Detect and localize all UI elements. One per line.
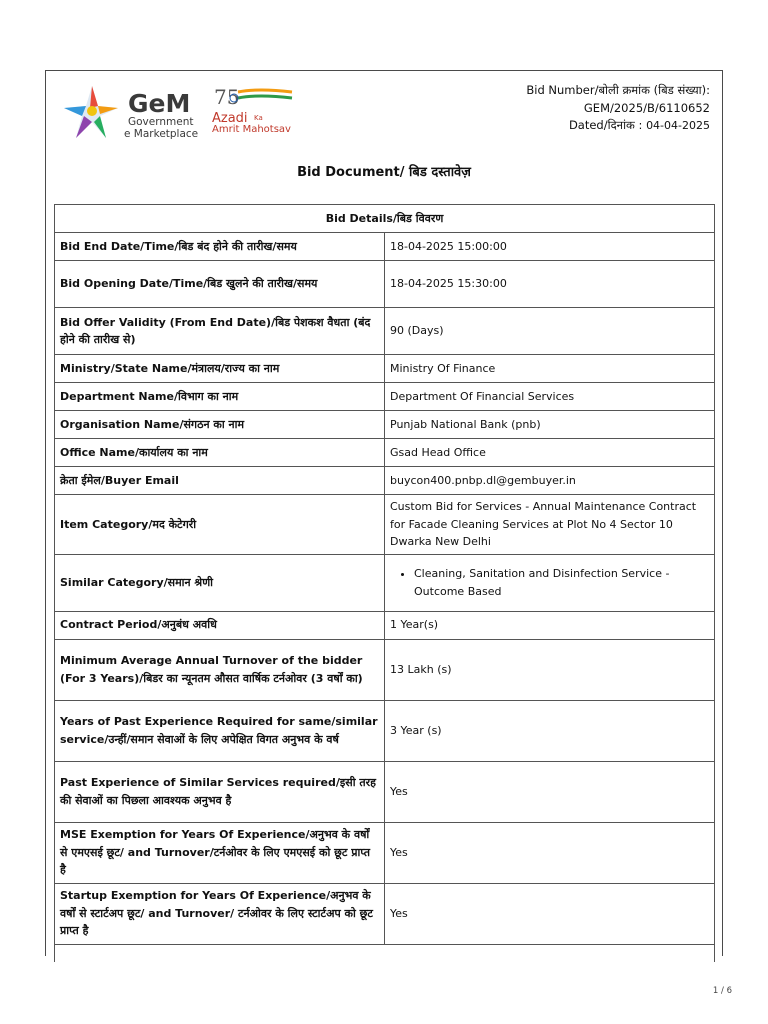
row-value: Yes: [385, 761, 715, 822]
row-value: Custom Bid for Services - Annual Maintenance Contract for Facade Cleaning Services at Plot No 4 Sector 10 Dwarka New Delhi: [385, 495, 715, 555]
table-heading: Bid Details/बिड विवरण: [55, 205, 715, 233]
bid-dated: Dated/दिनांक : 04-04-2025: [568, 118, 710, 132]
row-value: 3 Year (s): [385, 700, 715, 761]
table-row: [55, 554, 715, 611]
row-label: Startup Exemption for Years Of Experience/अनुभव के वर्षों से स्टार्टअप छूट/ and Turnover/ टर्नओवर के लिए स्टार्टअप को छूट प्राप्त है: [55, 883, 385, 944]
table-row: [55, 883, 715, 944]
row-value: Punjab National Bank (pnb): [385, 411, 715, 439]
table-row: [55, 822, 715, 883]
svg-text:Azadi: Azadi: [212, 111, 248, 126]
row-label: Bid Offer Validity (From End Date)/बिड पेशकश वैधता (बंद होने की तारीख से): [55, 308, 385, 355]
row-value: Ministry Of Finance: [385, 355, 715, 383]
bid-number-label: Bid Number/बोली क्रमांक (बिड संख्या):: [526, 83, 710, 97]
bid-number: GEM/2025/B/6110652: [583, 100, 710, 115]
row-label: क्रेता ईमेल/Buyer Email: [55, 467, 385, 495]
table-row: [55, 355, 715, 383]
row-value: 1 Year(s): [385, 611, 715, 639]
row-label: Department Name/विभाग का नाम: [55, 383, 385, 411]
row-value: 13 Lakh (s): [385, 639, 715, 700]
row-value: 18-04-2025 15:00:00: [385, 233, 715, 261]
bid-info: [526, 82, 710, 135]
svg-text:Amrit Mahotsav: Amrit Mahotsav: [212, 124, 291, 135]
table-row: [55, 233, 715, 261]
page-number: 1 / 6: [712, 986, 732, 996]
table-row: [55, 761, 715, 822]
row-value: Gsad Head Office: [385, 439, 715, 467]
table-row: [55, 308, 715, 355]
table-row: [55, 700, 715, 761]
row-label: MSE Exemption for Years Of Experience/अनुभव के वर्षों से एमएसई छूट/ and Turnover/टर्नओवर के लिए एमएसई को छूट प्राप्त है: [55, 822, 385, 883]
row-label: Bid Opening Date/Time/बिड खुलने की तारीख/समय: [55, 261, 385, 308]
svg-text:Ka: Ka: [254, 114, 263, 122]
row-value: 90 (Days): [385, 308, 715, 355]
row-label: Similar Category/समान श्रेणी: [55, 554, 385, 611]
empty-cell: [55, 944, 715, 962]
similar-category-list: [390, 565, 709, 600]
svg-text:75: 75: [214, 85, 240, 109]
row-label: Bid End Date/Time/बिड बंद होने की तारीख/समय: [55, 233, 385, 261]
row-label: Contract Period/अनुबंध अवधि: [55, 611, 385, 639]
row-label: Past Experience of Similar Services required/इसी तरह की सेवाओं का पिछला आवश्यक अनुभव है: [55, 761, 385, 822]
row-label: Office Name/कार्यालय का नाम: [55, 439, 385, 467]
table-row: [55, 439, 715, 467]
list-item: • Cleaning, Sanitation and Disinfection Service - Outcome Based: [414, 565, 709, 600]
svg-text:Government: Government: [128, 116, 194, 128]
row-value: buycon400.pnbp.dl@gembuyer.in: [385, 467, 715, 495]
row-value: 18-04-2025 15:30:00: [385, 261, 715, 308]
table-row: [55, 411, 715, 439]
row-label: Organisation Name/संगठन का नाम: [55, 411, 385, 439]
table-row: [55, 495, 715, 555]
row-label: Years of Past Experience Required for same/similar service/उन्हीं/समान सेवाओं के लिए अपेक्षित विगत अनुभव के वर्ष: [55, 700, 385, 761]
bid-details-table: [54, 204, 715, 962]
table-row: [55, 467, 715, 495]
row-value: Yes: [385, 822, 715, 883]
document-title: Bid Document/ बिड दस्तावेज़: [297, 165, 471, 180]
azadi-logo: [212, 85, 292, 135]
table-row: [55, 383, 715, 411]
table-row-empty: [55, 944, 715, 962]
table-row: [55, 261, 715, 308]
table-row: [55, 639, 715, 700]
row-label: Item Category/मद केटेगरी: [55, 495, 385, 555]
table-row: [55, 611, 715, 639]
gem-wordmark: GeM: [128, 89, 191, 118]
row-value: Yes: [385, 883, 715, 944]
gem-star-icon: [64, 86, 118, 138]
row-value: [385, 554, 715, 611]
row-label: Ministry/State Name/मंत्रालय/राज्य का नाम: [55, 355, 385, 383]
svg-text:e Marketplace: e Marketplace: [124, 128, 199, 140]
row-label: Minimum Average Annual Turnover of the bidder (For 3 Years)/बिडर का न्यूनतम औसत वार्षिक टर्नओवर (3 वर्षों का): [55, 639, 385, 700]
gem-logo: [62, 82, 352, 144]
row-value: Department Of Financial Services: [385, 383, 715, 411]
